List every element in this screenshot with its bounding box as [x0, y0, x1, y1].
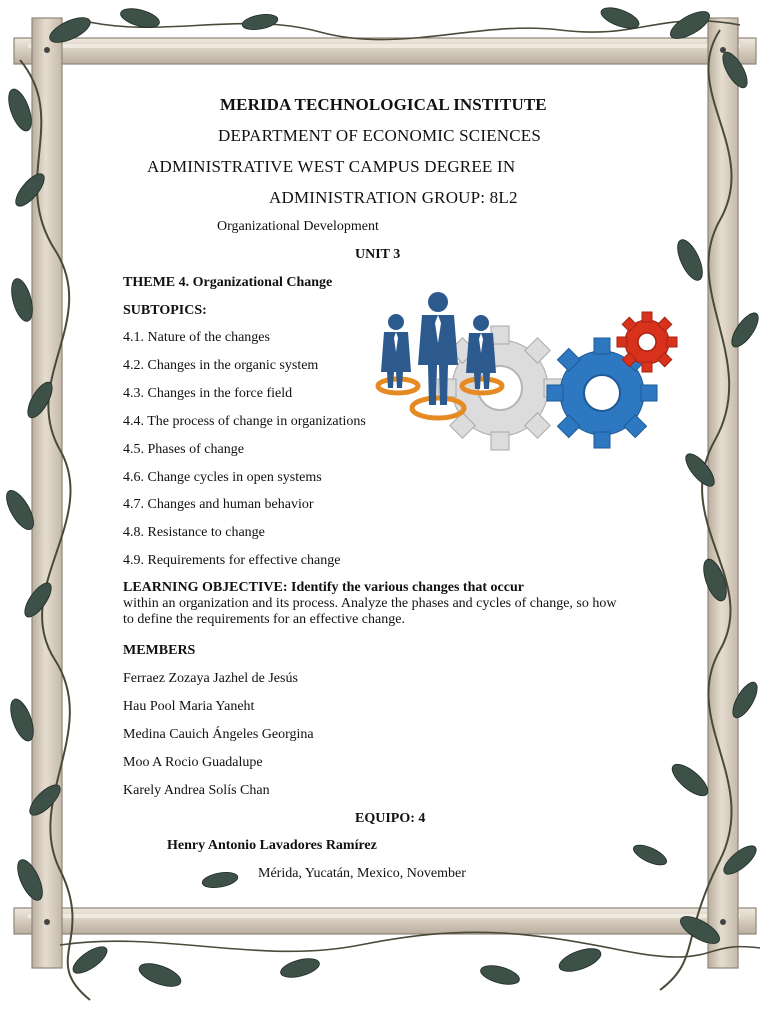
member-item: Karely Andrea Solís Chan [123, 783, 270, 798]
business-gears-illustration [372, 290, 692, 470]
subtopic-item: 4.7. Changes and human behavior [123, 497, 314, 512]
subtopic-item: 4.6. Change cycles in open systems [123, 470, 322, 485]
member-item: Ferraez Zozaya Jazhel de Jesús [123, 671, 298, 686]
subtopics-heading: SUBTOPICS: [123, 303, 207, 318]
group-title: ADMINISTRATION GROUP: 8L2 [269, 188, 518, 207]
learning-objective-lead: LEARNING OBJECTIVE: Identify the various changes that occur [123, 580, 524, 595]
team-label: EQUIPO: 4 [355, 811, 426, 826]
department-title: DEPARTMENT OF ECONOMIC SCIENCES [218, 126, 542, 145]
subtopic-item: 4.4. The process of change in organizations [123, 414, 366, 429]
learning-objective [123, 580, 623, 628]
member-item: Moo A Rocio Guadalupe [123, 755, 263, 770]
course-name: Organizational Development [217, 219, 379, 234]
subtopic-item: 4.9. Requirements for effective change [123, 553, 341, 568]
subtopic-item: 4.2. Changes in the organic system [123, 358, 319, 373]
subtopic-item: 4.1. Nature of the changes [123, 330, 270, 345]
teacher-name: Henry Antonio Lavadores Ramírez [167, 838, 377, 853]
subtopic-item: 4.3. Changes in the force field [123, 386, 293, 401]
member-item: Hau Pool Maria Yaneht [123, 699, 255, 714]
member-item: Medina Cauich Ángeles Georgina [123, 727, 314, 742]
place-date: Mérida, Yucatán, Mexico, November [258, 866, 466, 881]
learning-objective-body: within an organization and its process. Analyze the phases and cycles of change, so how to define the requirements for an effective change. [123, 596, 617, 627]
subtopic-item: 4.8. Resistance to change [123, 525, 265, 540]
theme-heading: THEME 4. Organizational Change [123, 275, 333, 290]
unit-label: UNIT 3 [355, 247, 401, 262]
subtopic-item: 4.5. Phases of change [123, 442, 244, 457]
campus-title: ADMINISTRATIVE WEST CAMPUS DEGREE IN [147, 157, 516, 176]
institute-title: MERIDA TECHNOLOGICAL INSTITUTE [220, 95, 547, 114]
members-heading: MEMBERS [123, 643, 196, 658]
